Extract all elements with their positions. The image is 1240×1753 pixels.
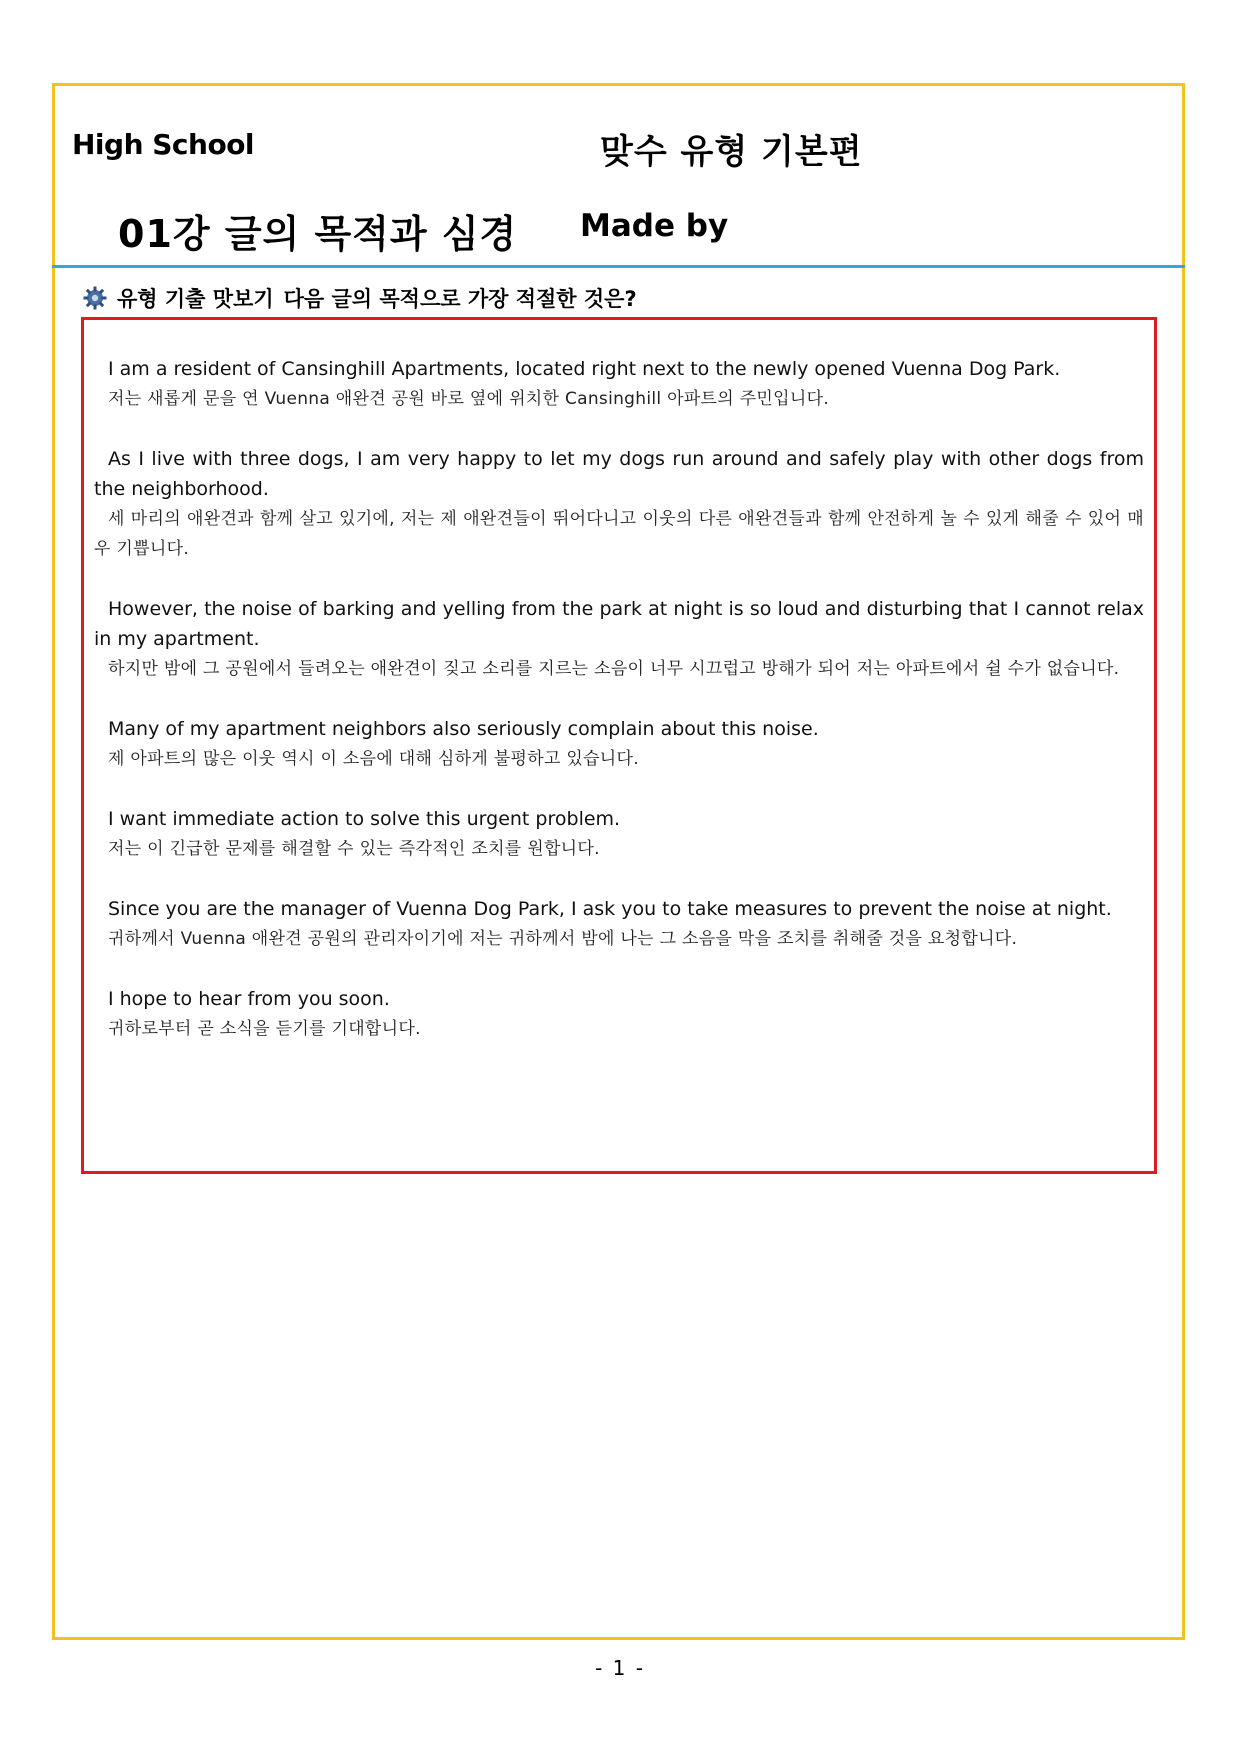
passage-paragraph (94, 894, 1144, 954)
passage-paragraph (94, 984, 1144, 1044)
header-divider (52, 265, 1185, 268)
series-title: 맞수 유형 기본편 (600, 132, 863, 172)
korean-translation: 하지만 밤에 그 공원에서 들려오는 애완견이 짖고 소리를 지르는 소음이 너무 시끄럽고 방해가 되어 저는 아파트에서 쉴 수가 없습니다. (108, 659, 1120, 679)
english-sentence: I want immediate action to solve this urgent problem. (108, 808, 621, 830)
passage-box (81, 317, 1157, 1174)
korean-translation: 세 마리의 애완견과 함께 살고 있기에, 저는 제 애완견들이 뛰어다니고 이웃의 다른 애완견들과 함께 안전하게 놀 수 있게 해줄 수 있어 매우 기쁩니다. (94, 509, 1144, 559)
english-sentence: I am a resident of Cansinghill Apartments, located right next to the newly opened Vuenna Dog Park. (108, 358, 1061, 380)
school-label: High School (72, 128, 255, 161)
passage-paragraph (94, 804, 1144, 864)
question-tag: 유형 기출 맛보기 (117, 287, 274, 311)
passage-paragraph (94, 444, 1144, 564)
english-sentence: As I live with three dogs, I am very happy to let my dogs run around and safely play with other dogs from the neighborhood. (94, 448, 1144, 500)
english-sentence: However, the noise of barking and yelling from the park at night is so loud and disturbing that I cannot relax in my apartment. (94, 598, 1144, 650)
english-sentence: Since you are the manager of Vuenna Dog Park, I ask you to take measures to prevent the noise at night. (108, 898, 1112, 920)
passage-paragraph (94, 714, 1144, 774)
question-text: 다음 글의 목적으로 가장 적절한 것은? (283, 287, 637, 311)
english-sentence: I hope to hear from you soon. (108, 988, 390, 1010)
made-by-label: Made by (580, 208, 729, 244)
passage-paragraph (94, 354, 1144, 414)
passage-paragraph (94, 594, 1144, 684)
english-sentence: Many of my apartment neighbors also seriously complain about this noise. (108, 718, 819, 740)
gear-icon (83, 286, 107, 310)
lesson-title: 01강 글의 목적과 심경 (118, 212, 518, 256)
korean-translation: 귀하로부터 곧 소식을 듣기를 기대합니다. (108, 1019, 421, 1039)
question-heading (83, 283, 637, 313)
korean-translation: 귀하께서 Vuenna 애완견 공원의 관리자이기에 저는 귀하께서 밤에 나는 그 소음을 막을 조치를 취해줄 것을 요청합니다. (108, 929, 1018, 949)
page-number: - 1 - (595, 1656, 645, 1680)
korean-translation: 제 아파트의 많은 이웃 역시 이 소음에 대해 심하게 불평하고 있습니다. (108, 749, 639, 769)
korean-translation: 저는 새롭게 문을 연 Vuenna 애완견 공원 바로 옆에 위치한 Cansinghill 아파트의 주민입니다. (108, 389, 830, 409)
korean-translation: 저는 이 긴급한 문제를 해결할 수 있는 즉각적인 조치를 원합니다. (108, 839, 600, 859)
